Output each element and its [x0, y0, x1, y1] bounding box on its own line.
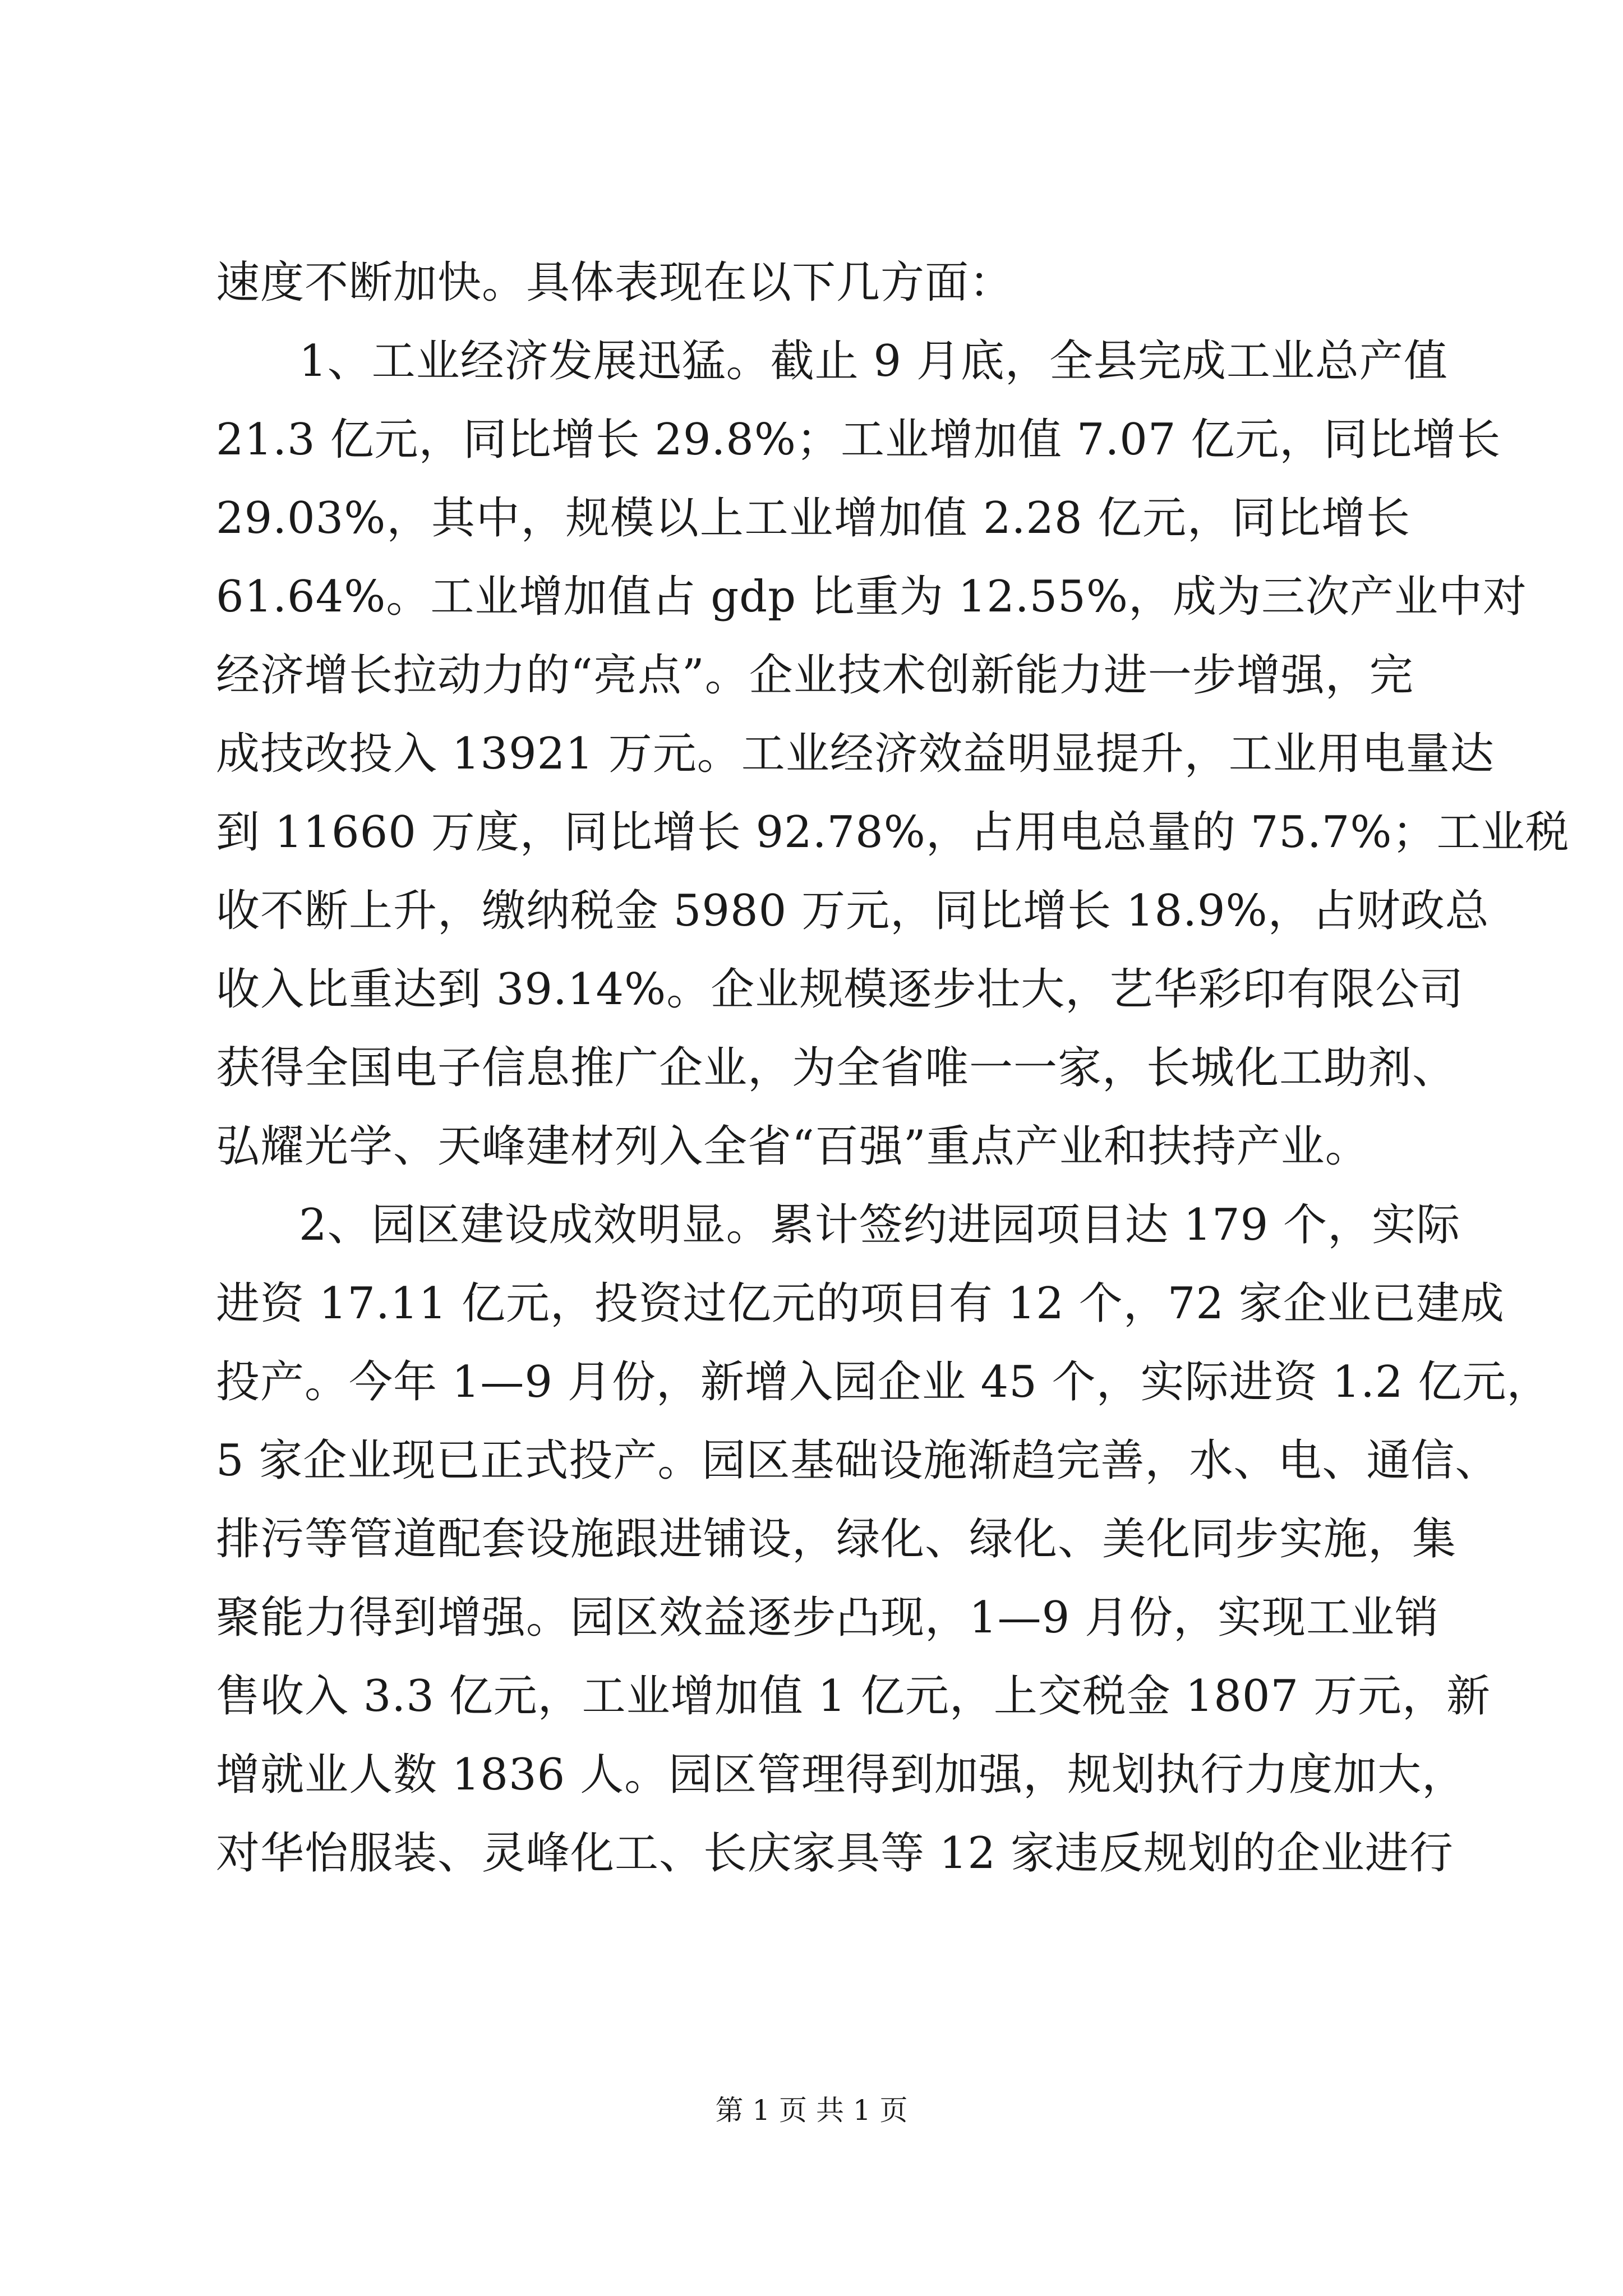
paragraph-line: 增就业人数 1836 人。园区管理得到加强，规划执行力度加大， [216, 1750, 1467, 1800]
paragraph-line: 1、工业经济发展迅猛。截止 9 月底，全县完成工业总产值 [299, 336, 1448, 386]
paragraph-line: 到 11660 万度，同比增长 92.78%，占用电总量的 75.7%；工业税 [216, 807, 1570, 858]
paragraph-line: 成技改投入 13921 万元。工业经济效益明显提升，工业用电量达 [216, 729, 1495, 779]
paragraph-line: 投产。今年 1—9 月份，新增入园企业 45 个，实际进资 1.2 亿元， [216, 1357, 1551, 1407]
paragraph-line: 排污等管道配套设施跟进铺设，绿化、绿化、美化同步实施，集 [216, 1514, 1457, 1565]
paragraph-line: 收入比重达到 39.14%。企业规模逐步壮大，艺华彩印有限公司 [216, 964, 1464, 1015]
paragraph-line: 收不断上升，缴纳税金 5980 万元，同比增长 18.9%，占财政总 [216, 886, 1490, 936]
paragraph-line: 21.3 亿元，同比增长 29.8%；工业增加值 7.07 亿元，同比增长 [216, 415, 1501, 465]
paragraph-line: 29.03%，其中，规模以上工业增加值 2.28 亿元，同比增长 [216, 493, 1410, 544]
paragraph-line: 进资 17.11 亿元，投资过亿元的项目有 12 个，72 家企业已建成 [216, 1278, 1505, 1329]
paragraph-line: 速度不断加快。具体表现在以下几方面： [216, 257, 1014, 308]
paragraph-line: 5 家企业现已正式投产。园区基础设施渐趋完善，水、电、通信、 [216, 1435, 1500, 1486]
paragraph-line: 聚能力得到增强。园区效益逐步凸现，1—9 月份，实现工业销 [216, 1593, 1440, 1643]
paragraph-line: 经济增长拉动力的“亮点”。企业技术创新能力进一步增强，完 [216, 650, 1414, 701]
paragraph-line: 弘耀光学、天峰建材列入全省“百强”重点产业和扶持产业。 [216, 1121, 1370, 1172]
paragraph-line: 售收入 3.3 亿元，工业增加值 1 亿元，上交税金 1807 万元，新 [216, 1671, 1491, 1722]
paragraph-line: 获得全国电子信息推广企业，为全省唯一一家，长城化工助剂、 [216, 1043, 1457, 1093]
paragraph-line: 2、园区建设成效明显。累计签约进园项目达 179 个，实际 [299, 1200, 1461, 1250]
page-footer: 第 1 页 共 1 页 [715, 2094, 908, 2127]
paragraph-line: 对华怡服装、灵峰化工、长庆家具等 12 家违反规划的企业进行 [216, 1828, 1454, 1879]
paragraph-line: 61.64%。工业增加值占 gdp 比重为 12.55%，成为三次产业中对 [216, 572, 1528, 622]
